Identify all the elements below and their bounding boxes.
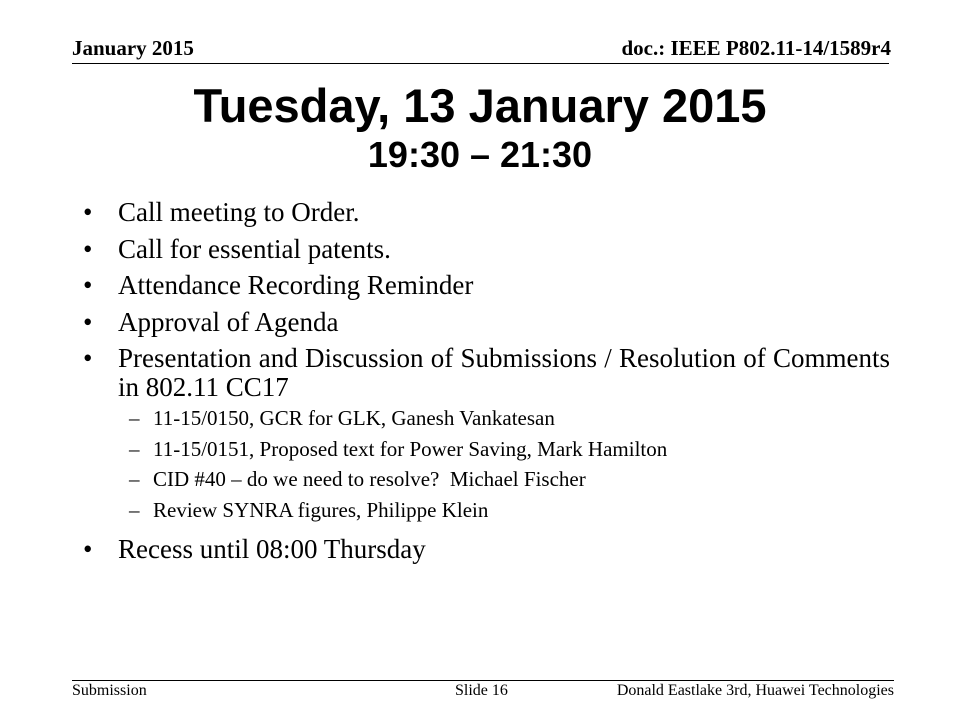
header-doc-id: doc.: IEEE P802.11-14/1589r4 xyxy=(621,36,891,60)
agenda-subitem xyxy=(80,437,890,462)
dash-icon: – xyxy=(129,436,140,461)
agenda-item xyxy=(80,198,890,227)
agenda-list xyxy=(80,198,890,571)
agenda-subitem-text: 11-15/0150, GCR for GLK, Ganesh Vankatesan xyxy=(153,406,555,430)
footer-slide-number: Slide 16 xyxy=(455,682,508,699)
agenda-subitem xyxy=(80,467,890,492)
bullet-icon: • xyxy=(83,533,93,564)
bullet-icon: • xyxy=(83,343,93,373)
agenda-item xyxy=(80,535,890,564)
slide-subtitle: 19:30 – 21:30 xyxy=(367,134,593,175)
slide-title: Tuesday, 13 January 2015 xyxy=(193,79,767,132)
header-divider xyxy=(72,63,889,64)
dash-icon: – xyxy=(129,406,140,430)
dash-icon: – xyxy=(129,497,140,522)
footer-submission: Submission xyxy=(72,682,147,699)
bullet-icon: • xyxy=(83,233,93,264)
agenda-item-text: Attendance Recording Reminder xyxy=(118,270,474,300)
agenda-item-text: Recess until 08:00 Thursday xyxy=(118,533,426,564)
agenda-subitem-text: Review SYNRA figures, Philippe Klein xyxy=(153,497,489,522)
slide-title-block xyxy=(60,78,900,176)
agenda-item xyxy=(80,271,890,300)
agenda-item xyxy=(80,235,890,264)
footer-author: Donald Eastlake 3rd, Huawei Technologies xyxy=(616,682,894,699)
agenda-item-text: Approval of Agenda xyxy=(118,306,339,337)
agenda-subitem-text: 11-15/0151, Proposed text for Power Saving, Mark Hamilton xyxy=(153,436,668,461)
agenda-subitem-text: CID #40 – do we need to resolve? Michael Fischer xyxy=(153,467,586,491)
agenda-item-text: Presentation and Discussion of Submissions / Resolution of Comments in 802.11 CC17 xyxy=(118,343,890,402)
agenda-subitem xyxy=(80,498,890,523)
agenda-subitem xyxy=(80,406,890,431)
agenda-item xyxy=(80,308,890,337)
bullet-icon: • xyxy=(83,306,93,337)
dash-icon: – xyxy=(129,467,140,491)
agenda-item xyxy=(80,344,890,402)
agenda-item-text: Call for essential patents. xyxy=(118,233,391,264)
bullet-icon: • xyxy=(83,197,93,227)
header-date: January 2015 xyxy=(72,36,194,60)
bullet-icon: • xyxy=(83,270,93,300)
footer-divider xyxy=(72,680,894,681)
agenda-item-text: Call meeting to Order. xyxy=(118,197,360,227)
